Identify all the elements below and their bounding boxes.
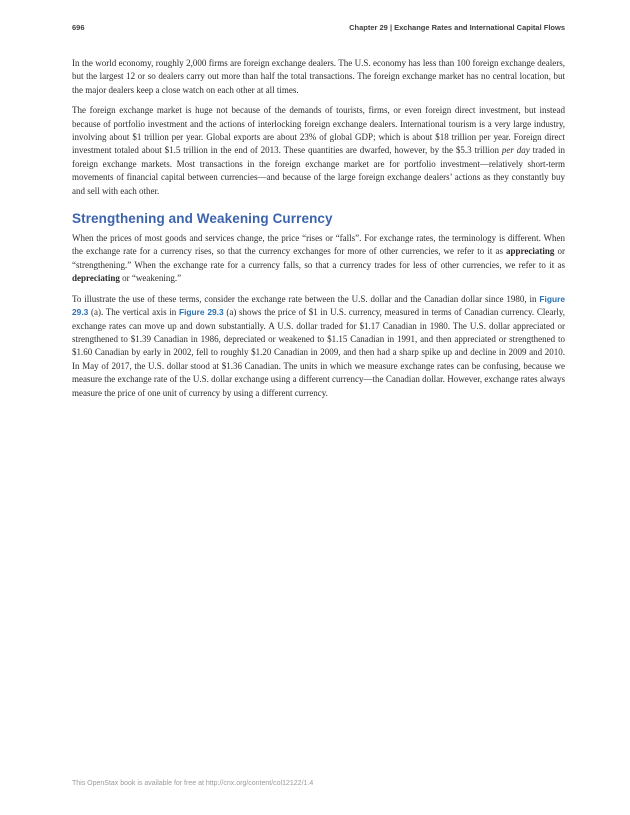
paragraph: [72, 57, 565, 97]
page-footer: This OpenStax book is available for free at http://cnx.org/content/col12122/1.4: [72, 780, 314, 787]
chapter-header: Chapter 29 | Exchange Rates and International Capital Flows: [349, 23, 565, 32]
section-heading: Strengthening and Weakening Currency: [72, 211, 333, 227]
text-run: (a). The vertical axis in: [88, 307, 179, 318]
text-run: or “strengthening.” When the exchange rate for a currency falls, so that a currency trades for less of other currencies, we refer to it as: [72, 246, 565, 270]
text-run: In the world economy, roughly 2,000 firms are foreign exchange dealers. The U.S. economy has less than 100 foreign exchange dealers, but the largest 12 or so dealers carry out more than half the total transactions. The foreign exchange market has no central location, but the major dealers keep a close watch on each other at all times.: [72, 58, 565, 95]
paragraph: [72, 232, 565, 286]
text-run: appreciating: [506, 246, 555, 257]
text-run: When the prices of most goods and services change, the price “rises or “falls”. For exchange rates, the terminology is different. When the exchange rate for a currency rises, so that the currency exchanges for more of other currencies, we refer to it as: [72, 233, 565, 257]
page-content: [72, 57, 565, 407]
paragraph: [72, 104, 565, 198]
figure-reference-link[interactable]: Figure 29.3: [72, 293, 565, 318]
text-run: per day: [501, 145, 530, 156]
text-run: traded in foreign exchange markets. Most transactions in the foreign exchange market are for portfolio investment—relatively short-term movements of financial capital between currencies—and because of the large foreign exchange dealers’ actions as they constantly buy and sell with each other.: [72, 145, 565, 196]
text-run: The foreign exchange market is huge not because of the demands of tourists, firms, or even foreign direct investment, but instead because of portfolio investment and the actions of interlocking foreign exchange dealers. International tourism is a very large industry, involving about $1 trillion per year. Global exports are about 23% of global GDP; which is about $18 trillion per year. Foreign direct investment totaled about $1.5 trillion in the end of 2013. These quantities are dwarfed, however, by the $5.3 trillion: [72, 105, 565, 156]
text-run: depreciating: [72, 273, 120, 284]
running-header: [72, 23, 565, 32]
text-run: (a) shows the price of $1 in U.S. currency, measured in terms of Canadian currency. Clearly, exchange rates can move up and down substantially. A U.S. dollar traded for $1.17 Canadian in 1980. The U.S. dollar appreciated or strengthened to $1.39 Canadian in 1986, depreciated or weakened to $1.15 Canadian in 1991, and then appreciated or strengthened to $1.60 Canadian by early in 2002, fell to roughly $1.20 Canadian in 2009, and then had a sharp spike up and decline in 2009 and 2010. In May of 2017, the U.S. dollar stood at $1.36 Canadian. The units in which we measure exchange rates can be confusing, because we measure the exchange rate of the U.S. dollar exchange using a different currency—the Canadian dollar. However, exchange rates always measure the price of one unit of currency by using a different currency.: [72, 307, 565, 398]
text-run: To illustrate the use of these terms, consider the exchange rate between the U.S. dollar and the Canadian dollar since 1980, in: [72, 293, 540, 304]
text-run: or “weakening.”: [119, 273, 182, 284]
paragraph: [72, 293, 565, 400]
figure-reference-link[interactable]: Figure 29.3: [178, 307, 224, 318]
page-number: 696: [72, 23, 85, 32]
